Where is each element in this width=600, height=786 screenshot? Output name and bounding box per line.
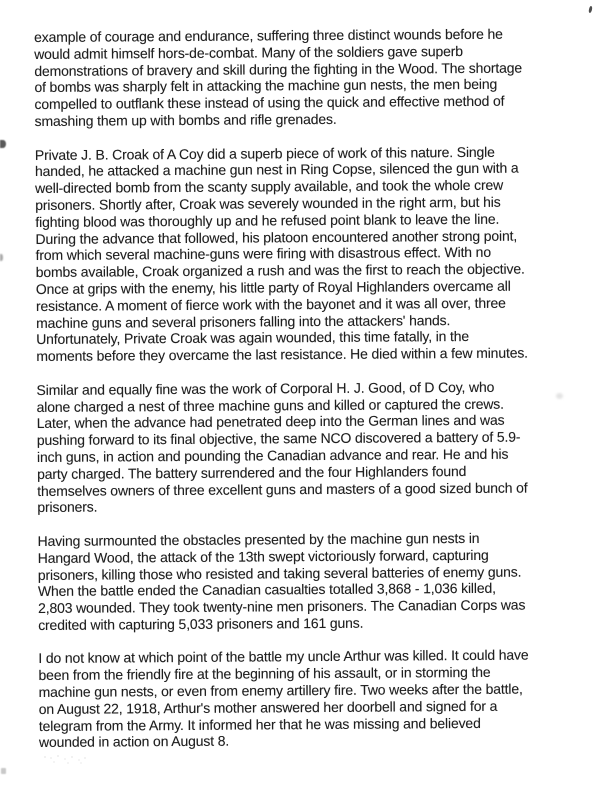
text-line: alone charged a nest of three machine guns and killed or captured the crews. (36, 395, 504, 415)
text-line: party charged. The battery surrendered and the four Highlanders found (37, 462, 467, 482)
text-line: compelled to outflank these instead of using the quick and effective method of (34, 92, 505, 113)
text-line: 2,803 wounded. They took twenty-nine men prisoners. The Canadian Corps was (37, 596, 526, 617)
text-line: bombs available, Croak organized a rush and was the first to reach the objective. (35, 260, 525, 281)
text-line: well-directed bomb from the scanty supply available, and took the whole crew (35, 176, 504, 197)
text-line: of bombs was sharply felt in attacking the machine gun nests, the men being (34, 76, 498, 96)
text-line: prisoners. Shortly after, Croak was severely wounded in the right arm, but his (35, 193, 501, 213)
text-line: example of courage and endurance, suffering three distinct wounds before he (34, 25, 503, 45)
text-line: been from the friendly fire at the beginning of his assault, or in storming the (38, 664, 491, 684)
text-line: from which several machine-guns were firing with disastrous effect. With no (35, 244, 491, 264)
text-line: During the advance that followed, his platoon encountered another strong point, (35, 227, 518, 247)
paragraph (36, 378, 582, 516)
text-line: Private J. B. Croak of A Coy did a superb piece of work of this nature. Single (34, 143, 495, 163)
text-line: handed, he attacked a machine gun nest in Ring Copse, silenced the gun with a (34, 159, 519, 180)
text-line: inch guns, in action and pounding the Canadian advance and rear. He and his (36, 445, 509, 465)
text-line: pushing forward to its final objective, the same NCO discovered a battery of 5.9- (36, 428, 521, 449)
text-line: themselves owners of three excellent guns and masters of a good sized bunch of (37, 479, 528, 499)
text-line: credited with capturing 5,033 prisoners and 161 guns. (38, 614, 364, 633)
scan-mark-left-upper (0, 140, 6, 148)
paragraph (38, 647, 584, 752)
text-line: Hangard Wood, the attack of the 13th swept victoriously forward, capturing (37, 546, 489, 566)
text-line: machine guns and several prisoners falling into the attackers' hands. (35, 311, 451, 331)
text-line: prisoners, killing those who resisted and taking several batteries of enemy guns. (37, 563, 522, 583)
paragraph (35, 143, 582, 365)
paragraph (38, 529, 584, 634)
text-line: When the battle ended the Canadian casualties totalled 3,868 - 1,036 killed, (37, 580, 496, 600)
text-line: telegram from the Army. It informed her that he was missing and believed (38, 714, 481, 734)
text-line: demonstrations of bravery and skill during the fighting in the Wood. The shortage (34, 59, 523, 79)
text-line: moments before they overcame the last resistance. He died within a few minutes. (36, 344, 528, 365)
text-line: prisoners. (37, 498, 98, 516)
scan-mark-left-mid (0, 254, 3, 261)
text-line: smashing them up with bombs and rifle grenades. (34, 110, 337, 129)
text-line: wounded in action on August 8. (38, 733, 230, 751)
text-line: I do not know at which point of the battle my uncle Arthur was killed. It could have (38, 647, 529, 667)
text-line: Once at grips with the enemy, his little party of Royal Highlanders overcame all (35, 277, 511, 297)
text-line: Later, when the advance had penetrated deep into the German lines and was (36, 412, 505, 432)
text-line: on August 22, 1918, Arthur's mother answered her doorbell and signed for a (38, 697, 498, 717)
text-line: Unfortunately, Private Croak was again wounded, this time fatally, in the (36, 328, 470, 348)
text-line: machine gun nests, or even from enemy artillery fire. Two weeks after the battle, (38, 680, 523, 701)
text-line: would admit himself hors-de-combat. Many of the soldiers gave superb (34, 42, 463, 62)
paragraph (34, 25, 580, 130)
text-line: resistance. A moment of fierce work with the bayonet and it was all over, three (35, 294, 506, 314)
document-text (34, 25, 584, 768)
text-line: Similar and equally fine was the work of Corporal H. J. Good, of D Coy, who (36, 378, 495, 398)
text-line: fighting blood was thoroughly up and he refused point blank to leave the line. (35, 210, 500, 230)
text-line: Having surmounted the obstacles presented by the machine gun nests in (37, 529, 480, 549)
scan-mark-left-lower (1, 768, 6, 774)
scan-speck-top-right (588, 6, 593, 14)
